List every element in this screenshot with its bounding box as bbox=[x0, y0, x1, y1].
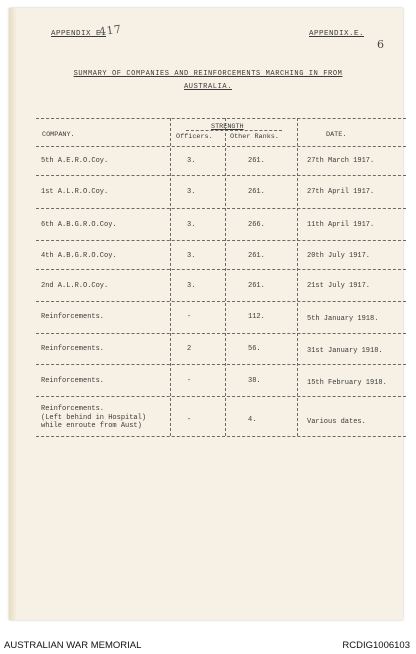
row5-officers: 3. bbox=[187, 282, 196, 290]
handwritten-page-number: 6 bbox=[377, 38, 385, 51]
table-rule bbox=[36, 364, 406, 365]
table-rule bbox=[36, 118, 406, 119]
row7-date: 31st January 1918. bbox=[307, 347, 383, 355]
row4-other-ranks: 261. bbox=[248, 252, 265, 260]
table-rule bbox=[36, 240, 406, 241]
row4-date: 20th July 1917. bbox=[307, 252, 371, 260]
row4-company: 4th A.B.G.R.O.Coy. bbox=[41, 252, 117, 260]
row6-other-ranks: 112. bbox=[248, 313, 265, 321]
row5-company: 2nd A.L.R.O.Coy. bbox=[41, 282, 109, 290]
header-strength: STRENGTH bbox=[211, 123, 244, 131]
header-date: DATE. bbox=[326, 131, 347, 139]
row8-officers: - bbox=[187, 377, 192, 385]
table-rule bbox=[36, 436, 406, 437]
table-column-rule bbox=[170, 118, 171, 436]
appendix-ref-right: APPENDIX.E. bbox=[309, 30, 365, 38]
table-rule bbox=[36, 146, 406, 147]
row8-date: 15th February 1918. bbox=[307, 379, 387, 387]
page-edge-shadow bbox=[9, 8, 17, 620]
header-officers: Officers. bbox=[176, 133, 213, 141]
row1-company: 5th A.E.R.O.Coy. bbox=[41, 157, 109, 165]
row1-other-ranks: 261. bbox=[248, 157, 265, 165]
row6-officers: - bbox=[187, 313, 192, 321]
table-rule bbox=[36, 333, 406, 334]
row2-officers: 3. bbox=[187, 188, 196, 196]
row3-company: 6th A.B.G.R.O.Coy. bbox=[41, 221, 117, 229]
row5-date: 21st July 1917. bbox=[307, 282, 371, 290]
row6-company: Reinforcements. bbox=[41, 313, 105, 321]
row9-date: Various dates. bbox=[307, 418, 366, 426]
row3-officers: 3. bbox=[187, 221, 196, 229]
table-rule bbox=[36, 175, 406, 176]
row9-company: Reinforcements. (Left behind in Hospital) while enroute from Aust) bbox=[41, 405, 147, 430]
table-rule bbox=[36, 208, 406, 209]
header-other-ranks: Other Ranks. bbox=[230, 133, 279, 141]
handwritten-folio-number: 417 bbox=[98, 22, 123, 39]
row6-date: 5th January 1918. bbox=[307, 315, 379, 323]
appendix-ref-left: APPENDIX E. bbox=[51, 30, 107, 38]
row2-date: 27th April 1917. bbox=[307, 188, 375, 196]
header-company: COMPANY. bbox=[42, 131, 75, 139]
row7-officers: 2 bbox=[187, 345, 192, 353]
row8-other-ranks: 38. bbox=[248, 377, 261, 385]
row7-other-ranks: 56. bbox=[248, 345, 261, 353]
footer-left-label: AUSTRALIAN WAR MEMORIAL bbox=[4, 640, 142, 651]
summary-table bbox=[36, 118, 406, 436]
row7-company: Reinforcements. bbox=[41, 345, 105, 353]
row2-other-ranks: 261. bbox=[248, 188, 265, 196]
row9-officers: - bbox=[187, 416, 192, 424]
row3-date: 11th April 1917. bbox=[307, 221, 375, 229]
document-title-line1: SUMMARY OF COMPANIES AND REINFORCEMENTS MARCHING IN FROM bbox=[73, 70, 343, 78]
row5-other-ranks: 261. bbox=[248, 282, 265, 290]
table-column-rule bbox=[225, 118, 226, 436]
row9-other-ranks: 4. bbox=[248, 416, 257, 424]
table-rule bbox=[36, 269, 406, 270]
row1-date: 27th March 1917. bbox=[307, 157, 375, 165]
table-column-rule bbox=[297, 118, 298, 436]
table-rule bbox=[36, 396, 406, 397]
document-title-line2: AUSTRALIA. bbox=[183, 83, 232, 91]
row8-company: Reinforcements. bbox=[41, 377, 105, 385]
row1-officers: 3. bbox=[187, 157, 196, 165]
row4-officers: 3. bbox=[187, 252, 196, 260]
row2-company: 1st A.L.R.O.Coy. bbox=[41, 188, 109, 196]
footer-right-label: RCDIG1006103 bbox=[342, 640, 410, 651]
row3-other-ranks: 266. bbox=[248, 221, 265, 229]
table-rule bbox=[36, 301, 406, 302]
